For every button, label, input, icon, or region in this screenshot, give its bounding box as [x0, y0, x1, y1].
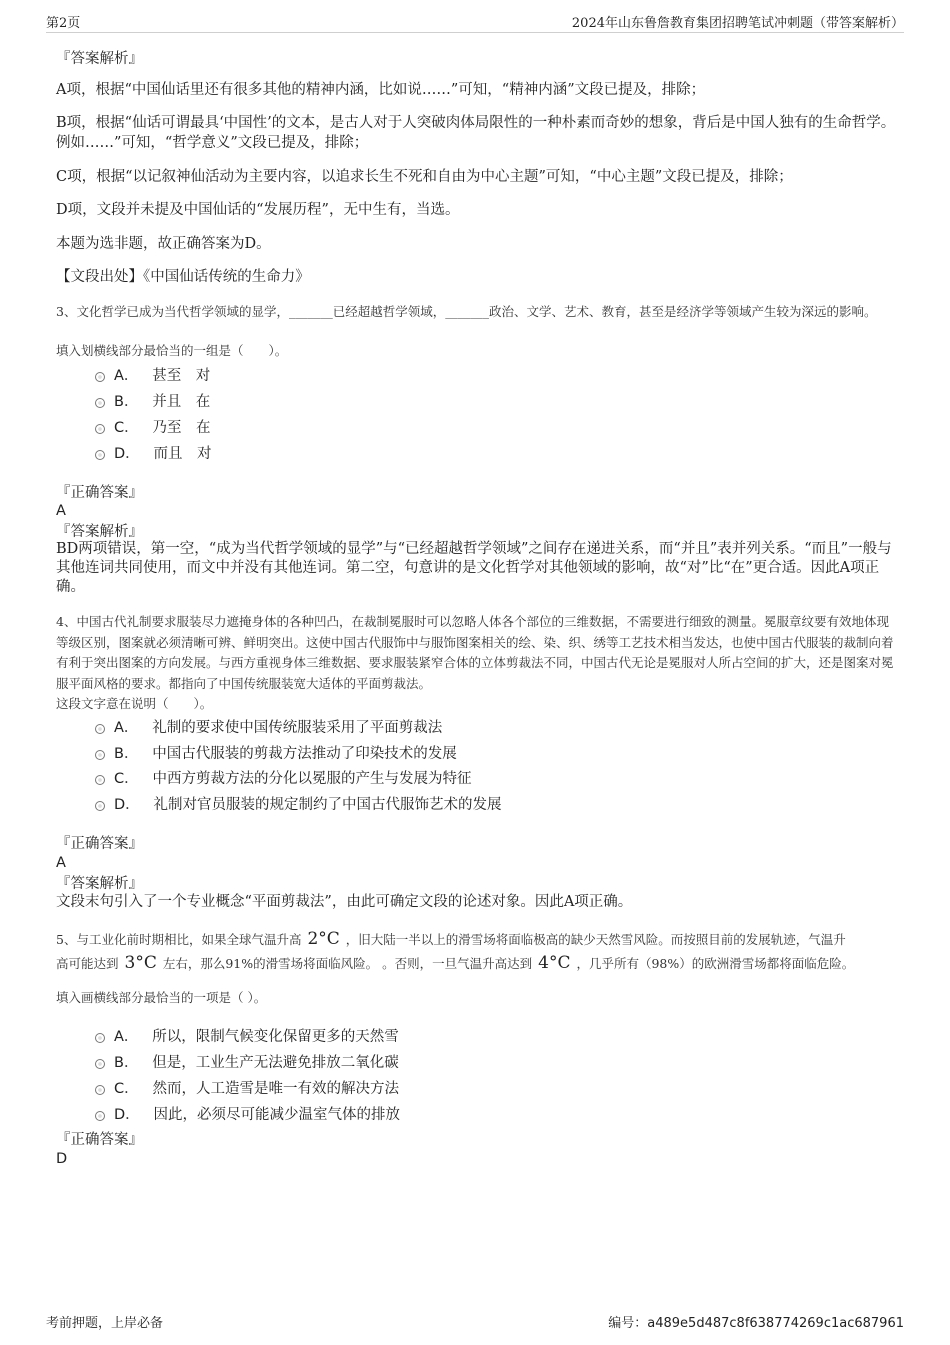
- q3-answer-label: 『正确答案』: [56, 485, 143, 501]
- q4-option-c[interactable]: C． 中西方剪裁方法的分化以冕服的产生与发展为特征: [95, 767, 471, 788]
- radio-icon[interactable]: [95, 1033, 105, 1043]
- radio-icon[interactable]: [95, 1111, 105, 1121]
- q3-prompt: 填入划横线部分最恰当的一组是（ ）。: [56, 343, 288, 358]
- radio-icon[interactable]: [95, 398, 105, 408]
- q5-option-a[interactable]: A． 所以，限制气候变化保留更多的天然雪: [95, 1025, 399, 1046]
- page-footer: [46, 1308, 904, 1330]
- radio-icon[interactable]: [95, 424, 105, 434]
- page-header: [46, 0, 904, 33]
- q2-source: 【文段出处】《中国仙话传统的生命力》: [56, 269, 310, 285]
- radio-icon[interactable]: [95, 750, 105, 760]
- q3-answer: A: [56, 503, 66, 519]
- q3-stem: 3、文化哲学已成为当代哲学领域的显学，_______已经超越哲学领域，_______政治、文学、艺术、教育，甚至是经济学等领域产生较为深远的影响。: [56, 304, 877, 319]
- q5-prompt: 填入画横线部分最恰当的一项是（ ）。: [56, 990, 267, 1005]
- q4-option-a[interactable]: A． 礼制的要求使中国传统服装采用了平面剪裁法: [95, 716, 442, 737]
- radio-icon[interactable]: [95, 1085, 105, 1095]
- q4-prompt: 这段文字意在说明（ ）。: [56, 696, 213, 711]
- q4-analysis: 文段末句引入了一个专业概念“平面剪裁法”，由此可确定文段的论述对象。因此A项正确。: [56, 894, 633, 910]
- q4-option-b[interactable]: B． 中国古代服装的剪裁方法推动了印染技术的发展: [95, 742, 457, 763]
- q5-stem-line2: 高可能达到 3°C 左右，那么91%的滑雪场将面临风险。 。否则，一旦气温升高达到 4°C ，几乎所有（98%）的欧洲滑雪场都将面临危险。: [56, 953, 855, 973]
- radio-icon[interactable]: [95, 775, 105, 785]
- q3-option-a[interactable]: A． 甚至 对: [95, 364, 210, 385]
- radio-icon[interactable]: [95, 450, 105, 460]
- q2-analysis-d: D项，文段并未提及中国仙话的“发展历程”，无中生有，当选。: [56, 202, 460, 218]
- radio-icon[interactable]: [95, 801, 105, 811]
- q5-answer: D: [56, 1151, 68, 1167]
- q2-analysis-c: C项，根据“以记叙神仙活动为主要内容，以追求长生不死和自由为中心主题”可知，“中心主题”文段已提及，排除；: [56, 169, 793, 185]
- q4-option-d[interactable]: D． 礼制对官员服装的规定制约了中国古代服饰艺术的发展: [95, 793, 502, 814]
- q3-analysis: BD两项错误，第一空，“成为当代哲学领域的显学”与“已经超越哲学领域”之间存在递进关系，而“并且”表并列关系。“而且”一般与其他连词共同使用，而文中并没有其他连词。第二空，句意讲的是文化哲学对其他领域的影响，故“对”比“在”更合适。因此A项正确。: [56, 541, 892, 596]
- document-id: 编号：a489e5d487c8f638774269c1ac687961: [608, 1316, 904, 1331]
- q5-option-b[interactable]: B． 但是，工业生产无法避免排放二氧化碳: [95, 1051, 399, 1072]
- q2-analysis-a: A项，根据“中国仙话里还有很多其他的精神内涵，比如说……”可知，“精神内涵”文段已提及，排除；: [56, 82, 706, 98]
- q3-analysis-label: 『答案解析』: [56, 524, 143, 540]
- q4-analysis-label: 『答案解析』: [56, 876, 143, 892]
- q4-answer: A: [56, 855, 66, 871]
- q5-stem-line1: 5、与工业化前时期相比，如果全球气温升高 2°C ，旧大陆一半以上的滑雪场将面临极高的缺少天然雪风险。而按照目前的发展轨迹，气温升: [56, 929, 846, 949]
- q3-option-d[interactable]: D． 而且 对: [95, 442, 212, 463]
- q5-option-c[interactable]: C． 然而，人工造雪是唯一有效的解决方法: [95, 1077, 399, 1098]
- temperature-3c: 3°C: [124, 953, 157, 973]
- page-number: 第2页: [46, 16, 81, 31]
- q2-analysis-b: B项，根据“仙话可谓最具‘中国性’的文本，是古人对于人突破肉体局限性的一种朴素而奇妙的想象，背后是中国人独有的生命哲学。例如……”可知，“哲学意义”文段已提及，排除；: [56, 115, 896, 152]
- q5-option-d[interactable]: D． 因此，必须尽可能减少温室气体的排放: [95, 1103, 400, 1124]
- document-title: 2024年山东鲁詹教育集团招聘笔试冲刺题（带答案解析）: [571, 16, 904, 31]
- radio-icon[interactable]: [95, 1059, 105, 1069]
- footer-slogan: 考前押题，上岸必备: [46, 1316, 164, 1331]
- q2-analysis-label: 『答案解析』: [56, 51, 143, 67]
- temperature-4c: 4°C: [538, 953, 571, 973]
- temperature-2c: 2°C: [307, 929, 340, 949]
- q2-conclusion: 本题为选非题，故正确答案为D。: [56, 236, 271, 252]
- q4-stem: 4、中国古代礼制要求服装尽力遮掩身体的各种凹凸，在裁制冕服时可以忽略人体各个部位的三维数据，不需要进行细致的测量。冕服章纹要有效地体现等级区别，图案就必须清晰可辨、鲜明突出。这使中国古代服饰中与服饰图案相关的绘、染、织、绣等工艺技术相当发达，也使中国古代服装的裁制向着有利于突出图案的方向发展。与西方重视身体三维数据、要求服装紧窄合体的立体剪裁法不同，中国古代无论是冕服对人所占空间的扩大，还是图案对冕服平面风格的要求。都指向了中国传统服装宽大适体的平面剪裁法。: [56, 614, 894, 691]
- q3-option-c[interactable]: C． 乃至 在: [95, 416, 210, 437]
- radio-icon[interactable]: [95, 724, 105, 734]
- q3-option-b[interactable]: B． 并且 在: [95, 390, 210, 411]
- q5-answer-label: 『正确答案』: [56, 1132, 143, 1148]
- radio-icon[interactable]: [95, 372, 105, 382]
- q4-answer-label: 『正确答案』: [56, 836, 143, 852]
